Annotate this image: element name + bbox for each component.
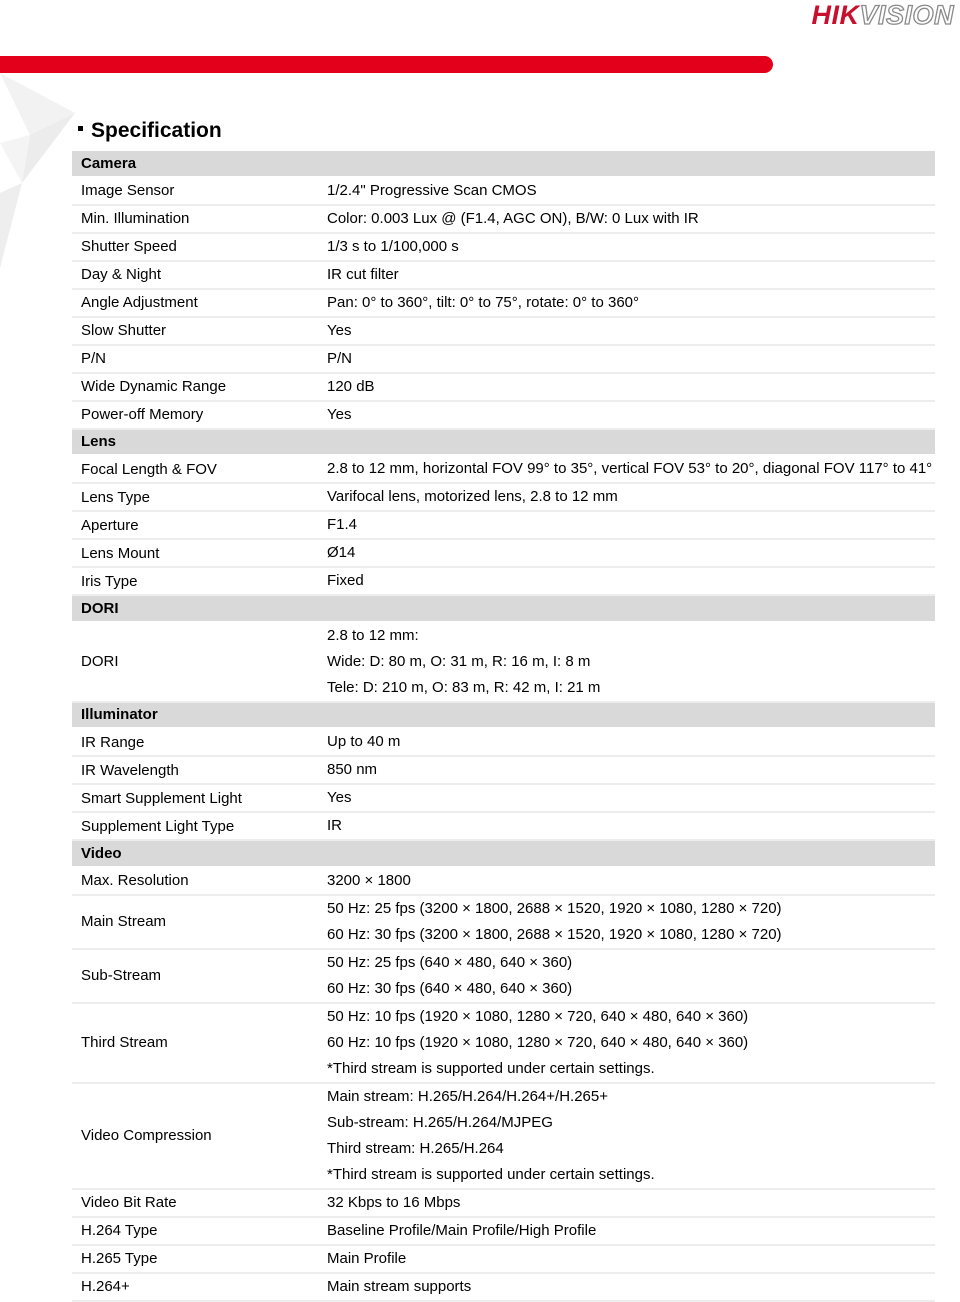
spec-value-line: 1/3 s to 1/100,000 s xyxy=(327,237,459,255)
spec-row xyxy=(72,233,935,261)
spec-key: H.264+ xyxy=(72,1273,318,1301)
spec-value-line: 50 Hz: 10 fps (1920 × 1080, 1280 × 720, 640 × 480, 640 × 360) xyxy=(327,1007,749,1025)
category-title: Camera xyxy=(72,151,935,177)
category-title: DORI xyxy=(72,595,935,622)
spec-row xyxy=(72,1217,935,1245)
spec-value xyxy=(318,483,935,511)
spec-value-line: Wide: D: 80 m, O: 31 m, R: 16 m, I: 8 m xyxy=(327,652,591,670)
spec-key: P/N xyxy=(72,345,318,373)
spec-value-line: Tele: D: 210 m, O: 83 m, R: 42 m, I: 21 m xyxy=(327,678,601,696)
spec-value-line: Color: 0.003 Lux @ (F1.4, AGC ON), B/W: 0 Lux with IR xyxy=(327,209,699,227)
spec-row xyxy=(72,622,935,702)
hikvision-logo xyxy=(811,0,954,30)
spec-value xyxy=(318,233,935,261)
spec-row xyxy=(72,539,935,567)
spec-value-line: Main stream: H.265/H.264/H.264+/H.265+ xyxy=(327,1087,608,1105)
spec-value-line: Baseline Profile/Main Profile/High Profile xyxy=(327,1221,597,1239)
spec-row xyxy=(72,784,935,812)
spec-key: Max. Resolution xyxy=(72,867,318,895)
spec-value-line: Yes xyxy=(327,405,352,423)
spec-row xyxy=(72,756,935,784)
category-row xyxy=(72,840,935,867)
spec-value-line: 120 dB xyxy=(327,377,375,395)
logo-part2: VISION xyxy=(859,0,954,30)
spec-value xyxy=(318,177,935,205)
spec-value xyxy=(318,784,935,812)
spec-value xyxy=(318,205,935,233)
spec-value-line: *Third stream is supported under certain settings. xyxy=(327,1165,655,1183)
spec-row xyxy=(72,949,935,1003)
spec-key: H.264 Type xyxy=(72,1217,318,1245)
spec-value xyxy=(318,511,935,539)
spec-value-line: 60 Hz: 30 fps (640 × 480, 640 × 360) xyxy=(327,979,573,997)
category-row xyxy=(72,151,935,177)
logo-part1: HIK xyxy=(811,0,860,30)
spec-value-line: P/N xyxy=(327,349,353,367)
spec-value-line: 850 nm xyxy=(327,761,378,778)
spec-row xyxy=(72,483,935,511)
spec-value-line: 60 Hz: 10 fps (1920 × 1080, 1280 × 720, 640 × 480, 640 × 360) xyxy=(327,1033,749,1051)
spec-value xyxy=(318,812,935,840)
spec-key: H.265 Type xyxy=(72,1245,318,1273)
spec-value-line: *Third stream is supported under certain settings. xyxy=(327,1059,655,1077)
spec-value-line: Fixed xyxy=(327,572,364,589)
spec-key: Lens Type xyxy=(72,483,318,511)
category-row xyxy=(72,702,935,729)
spec-key: Sub-Stream xyxy=(72,949,318,1003)
spec-key: IR Range xyxy=(72,728,318,756)
spec-key: Day & Night xyxy=(72,261,318,289)
category-row xyxy=(72,595,935,622)
spec-key: Main Stream xyxy=(72,895,318,949)
category-row xyxy=(72,429,935,456)
spec-value xyxy=(318,401,935,429)
spec-row xyxy=(72,728,935,756)
spec-row xyxy=(72,1083,935,1189)
spec-value-line: F1.4 xyxy=(327,516,358,533)
spec-value-line: Third stream: H.265/H.264 xyxy=(327,1139,504,1157)
bullet-square-icon xyxy=(78,126,83,131)
spec-row xyxy=(72,895,935,949)
spec-key: Video Bit Rate xyxy=(72,1189,318,1217)
spec-value-line: 3200 × 1800 xyxy=(327,871,411,889)
spec-value xyxy=(318,567,935,595)
spec-value-line: Varifocal lens, motorized lens, 2.8 to 12 mm xyxy=(327,488,618,505)
spec-row xyxy=(72,1245,935,1273)
spec-row xyxy=(72,205,935,233)
spec-value-line: Up to 40 m xyxy=(327,733,401,750)
spec-key: Aperture xyxy=(72,511,318,539)
spec-value xyxy=(318,1273,935,1301)
spec-value-line: Pan: 0° to 360°, tilt: 0° to 75°, rotate: 0° to 360° xyxy=(327,293,640,311)
spec-value-line: Main Profile xyxy=(327,1249,407,1267)
category-title: Lens xyxy=(72,429,935,456)
spec-value-line: 50 Hz: 25 fps (3200 × 1800, 2688 × 1520, 1920 × 1080, 1280 × 720) xyxy=(327,899,782,917)
spec-value-line: IR cut filter xyxy=(327,265,399,283)
spec-value xyxy=(318,867,935,895)
spec-row xyxy=(72,345,935,373)
spec-value-line: 2.8 to 12 mm, horizontal FOV 99° to 35°, vertical FOV 53° to 20°, diagonal FOV 117° to 41° xyxy=(327,460,933,477)
spec-key: Min. Illumination xyxy=(72,205,318,233)
spec-value-line: Main stream supports xyxy=(327,1277,472,1295)
spec-key: Wide Dynamic Range xyxy=(72,373,318,401)
spec-key: Iris Type xyxy=(72,567,318,595)
category-title: Video xyxy=(72,840,935,867)
spec-value xyxy=(318,317,935,345)
spec-key: Power-off Memory xyxy=(72,401,318,429)
spec-key: DORI xyxy=(72,622,318,702)
spec-value xyxy=(318,345,935,373)
spec-value-line: 60 Hz: 30 fps (3200 × 1800, 2688 × 1520, 1920 × 1080, 1280 × 720) xyxy=(327,925,782,943)
spec-value xyxy=(318,1217,935,1245)
spec-value-line: 2.8 to 12 mm: xyxy=(327,626,419,644)
spec-key: Slow Shutter xyxy=(72,317,318,345)
category-title: Illuminator xyxy=(72,702,935,729)
spec-key: Image Sensor xyxy=(72,177,318,205)
spec-value-line: 1/2.4" Progressive Scan CMOS xyxy=(327,181,537,199)
spec-value xyxy=(318,1083,935,1189)
spec-value-line: IR xyxy=(327,817,342,834)
spec-value xyxy=(318,289,935,317)
spec-key: IR Wavelength xyxy=(72,756,318,784)
spec-row xyxy=(72,455,935,483)
spec-key: Video Compression xyxy=(72,1083,318,1189)
spec-row xyxy=(72,289,935,317)
spec-value-line: 50 Hz: 25 fps (640 × 480, 640 × 360) xyxy=(327,953,573,971)
spec-value xyxy=(318,539,935,567)
spec-value xyxy=(318,949,935,1003)
spec-value xyxy=(318,1189,935,1217)
spec-row xyxy=(72,867,935,895)
spec-value-line: Sub-stream: H.265/H.264/MJPEG xyxy=(327,1113,553,1131)
spec-row xyxy=(72,177,935,205)
spec-row xyxy=(72,812,935,840)
spec-value xyxy=(318,622,935,702)
spec-key: Smart Supplement Light xyxy=(72,784,318,812)
spec-key: Shutter Speed xyxy=(72,233,318,261)
spec-row xyxy=(72,373,935,401)
spec-value xyxy=(318,1003,935,1083)
spec-value-line: Yes xyxy=(327,789,352,806)
spec-value xyxy=(318,455,935,483)
spec-value-line: Yes xyxy=(327,321,352,339)
section-title-text: Specification xyxy=(91,119,222,142)
spec-row xyxy=(72,1273,935,1301)
spec-key: Third Stream xyxy=(72,1003,318,1083)
spec-table xyxy=(72,151,935,1302)
spec-value xyxy=(318,261,935,289)
spec-row xyxy=(72,567,935,595)
spec-key: Focal Length & FOV xyxy=(72,455,318,483)
spec-row xyxy=(72,1003,935,1083)
section-title xyxy=(78,117,222,145)
spec-value-line: Ø14 xyxy=(327,544,356,561)
spec-value xyxy=(318,895,935,949)
spec-value xyxy=(318,728,935,756)
spec-row xyxy=(72,1189,935,1217)
spec-row xyxy=(72,511,935,539)
spec-value xyxy=(318,756,935,784)
spec-value xyxy=(318,373,935,401)
spec-row xyxy=(72,317,935,345)
spec-key: Angle Adjustment xyxy=(72,289,318,317)
spec-value-line: 32 Kbps to 16 Mbps xyxy=(327,1193,461,1211)
spec-row xyxy=(72,401,935,429)
spec-row xyxy=(72,261,935,289)
header-red-bar xyxy=(0,56,773,73)
spec-value xyxy=(318,1245,935,1273)
spec-key: Supplement Light Type xyxy=(72,812,318,840)
spec-key: Lens Mount xyxy=(72,539,318,567)
